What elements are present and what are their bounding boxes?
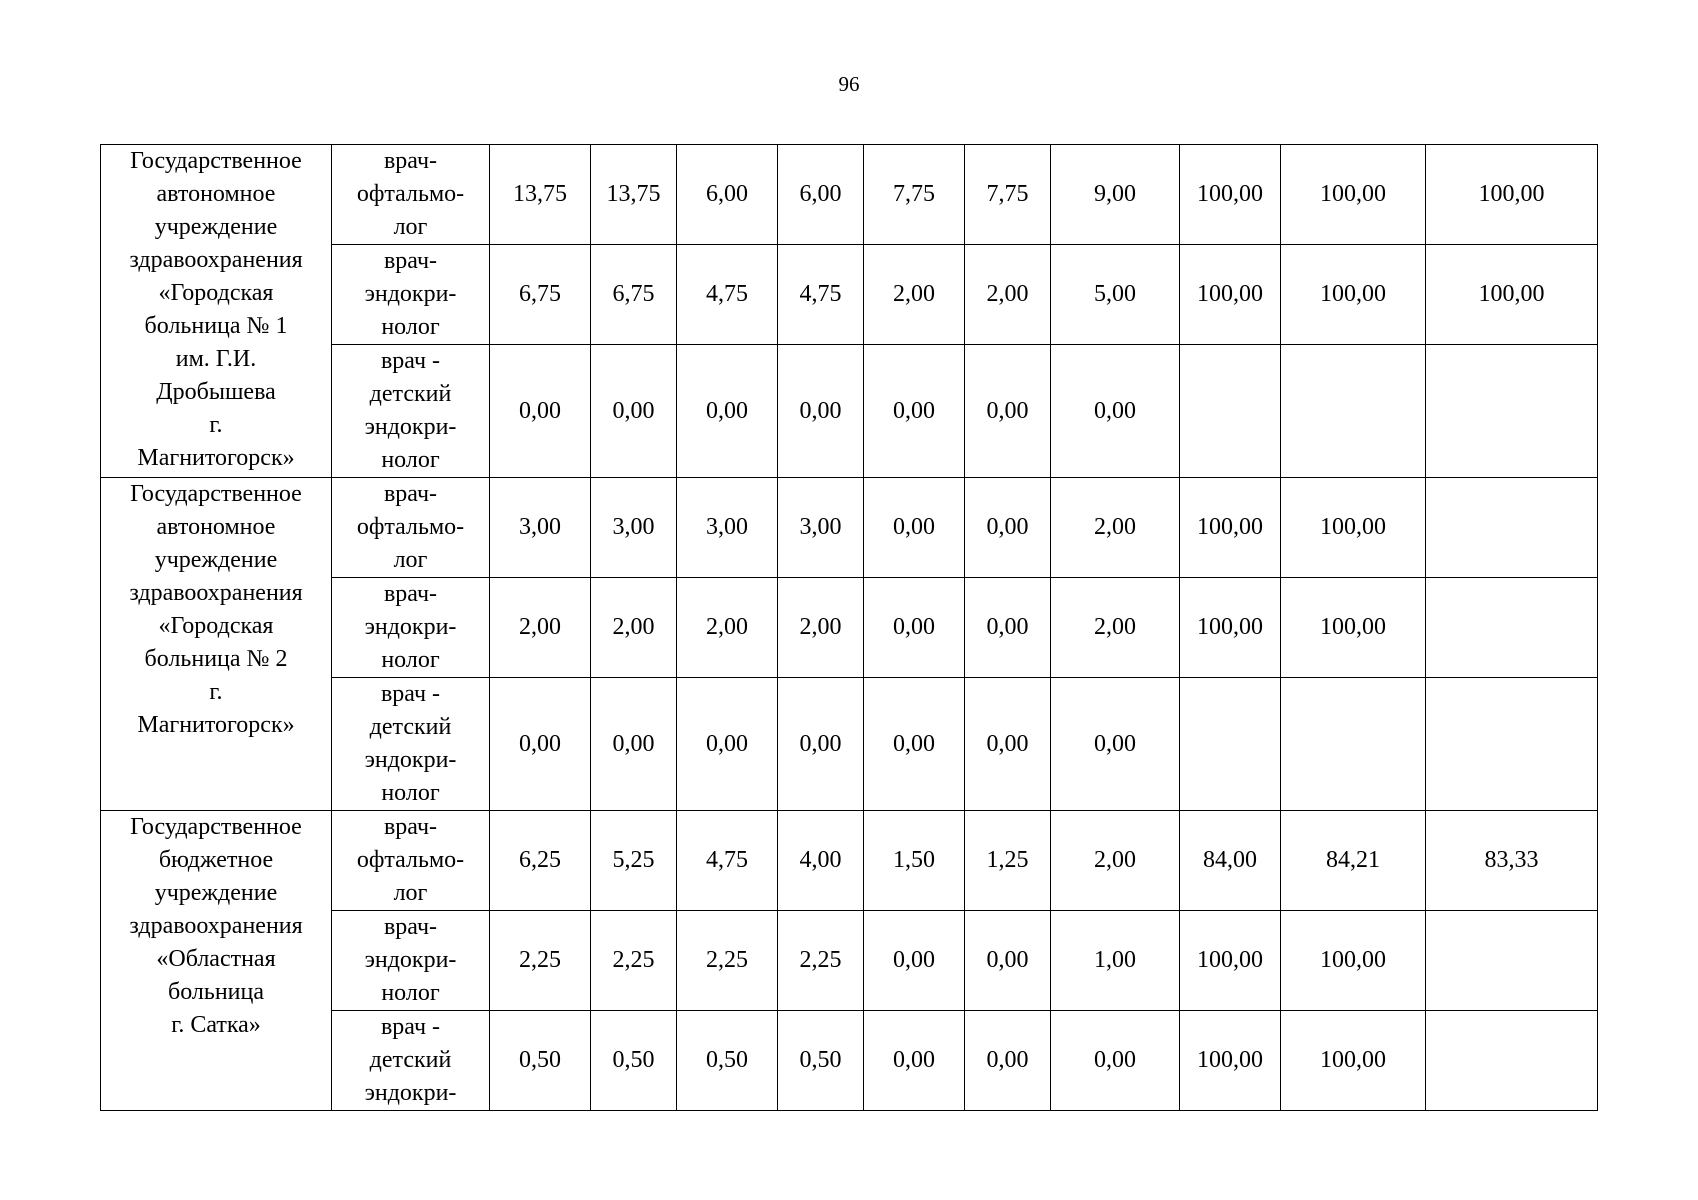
value-cell: 2,00: [778, 578, 864, 678]
organization-line: г.: [209, 679, 223, 705]
value-cell: 0,00: [591, 678, 677, 811]
value-cell: 2,00: [1051, 478, 1180, 578]
organization-line: «Городская: [158, 280, 274, 306]
value-cell: 0,00: [965, 1011, 1051, 1111]
value-cell: 84,21: [1281, 811, 1426, 911]
value-cell: 100,00: [1180, 245, 1281, 345]
value-cell: 9,00: [1051, 145, 1180, 245]
specialty-line: офтальмо-: [356, 514, 465, 540]
value-cell: 6,75: [490, 245, 591, 345]
organization-line: г.: [209, 412, 223, 438]
table-row: [101, 811, 1598, 911]
value-cell: 0,00: [1051, 345, 1180, 478]
organization-line: «Городская: [158, 613, 274, 639]
value-cell: 3,00: [778, 478, 864, 578]
value-cell: 0,00: [778, 345, 864, 478]
value-cell: 4,75: [677, 245, 778, 345]
value-cell: 100,00: [1180, 578, 1281, 678]
value-cell: 100,00: [1180, 911, 1281, 1011]
organization-line: им. Г.И.: [175, 346, 257, 372]
value-cell: 0,00: [965, 578, 1051, 678]
organization-line: автономное: [156, 514, 276, 540]
table-row: [101, 145, 1598, 245]
value-cell: 3,00: [677, 478, 778, 578]
value-cell: 3,00: [490, 478, 591, 578]
specialty-line: нолог: [381, 780, 440, 806]
value-cell: 0,00: [490, 345, 591, 478]
value-cell: 100,00: [1426, 245, 1598, 345]
value-cell: 0,00: [864, 578, 965, 678]
specialty-cell: [332, 678, 490, 811]
value-cell: 100,00: [1281, 578, 1426, 678]
specialty-line: эндокри-: [364, 947, 457, 973]
organization-line: больница: [168, 979, 264, 1005]
specialty-line: врач-: [383, 581, 438, 607]
organization-line: автономное: [156, 181, 276, 207]
value-cell: 6,00: [677, 145, 778, 245]
table-row: [101, 478, 1598, 578]
specialty-cell: [332, 1011, 490, 1111]
specialty-cell: [332, 245, 490, 345]
value-cell: 0,50: [490, 1011, 591, 1111]
value-cell: 4,00: [778, 811, 864, 911]
specialty-line: врач-: [383, 914, 438, 940]
value-cell: 0,00: [490, 678, 591, 811]
value-cell: [1180, 678, 1281, 811]
specialty-line: врач -: [380, 348, 441, 374]
value-cell: 2,25: [778, 911, 864, 1011]
value-cell: 0,00: [965, 911, 1051, 1011]
value-cell: 83,33: [1426, 811, 1598, 911]
value-cell: 2,00: [591, 578, 677, 678]
value-cell: 2,00: [1051, 811, 1180, 911]
value-cell: 0,00: [864, 1011, 965, 1111]
specialty-line: врач-: [383, 481, 438, 507]
organization-line: Магнитогорск»: [137, 445, 295, 471]
value-cell: 0,50: [677, 1011, 778, 1111]
value-cell: 4,75: [778, 245, 864, 345]
specialty-cell: [332, 345, 490, 478]
value-cell: 3,00: [591, 478, 677, 578]
value-cell: 100,00: [1281, 478, 1426, 578]
organization-line: бюджетное: [158, 847, 274, 873]
organization-line: Дробышева: [156, 379, 276, 405]
table-body: [101, 145, 1598, 1111]
organization-line: учреждение: [154, 547, 278, 573]
value-cell: 6,00: [778, 145, 864, 245]
value-cell: 100,00: [1281, 1011, 1426, 1111]
organization-line: больница № 1: [144, 313, 288, 339]
value-cell: 0,00: [864, 911, 965, 1011]
specialty-line: детский: [369, 381, 452, 407]
value-cell: 7,75: [965, 145, 1051, 245]
value-cell: 2,25: [591, 911, 677, 1011]
organization-line: здравоохранения: [129, 247, 303, 273]
organization-line: учреждение: [154, 214, 278, 240]
specialty-line: эндокри-: [364, 614, 457, 640]
organization-line: г. Сатка»: [171, 1012, 261, 1038]
value-cell: 0,00: [965, 345, 1051, 478]
specialty-line: нолог: [381, 980, 440, 1006]
value-cell: [1281, 345, 1426, 478]
organization-line: Государственное: [130, 148, 302, 174]
specialty-line: эндокри-: [364, 281, 457, 307]
value-cell: 0,00: [1051, 1011, 1180, 1111]
organization-cell: [101, 145, 332, 478]
organization-cell: [101, 478, 332, 811]
specialty-line: врач-: [383, 248, 438, 274]
value-cell: 1,50: [864, 811, 965, 911]
value-cell: 100,00: [1426, 145, 1598, 245]
value-cell: 2,00: [1051, 578, 1180, 678]
value-cell: [1281, 678, 1426, 811]
organization-line: «Областная: [156, 946, 276, 972]
value-cell: 5,00: [1051, 245, 1180, 345]
specialty-line: офтальмо-: [356, 847, 465, 873]
value-cell: 2,25: [490, 911, 591, 1011]
specialty-line: лог: [393, 547, 428, 573]
value-cell: 0,50: [591, 1011, 677, 1111]
value-cell: 0,00: [864, 678, 965, 811]
value-cell: 0,00: [864, 345, 965, 478]
specialty-cell: [332, 911, 490, 1011]
value-cell: 13,75: [591, 145, 677, 245]
specialty-line: лог: [393, 880, 428, 906]
value-cell: 100,00: [1180, 145, 1281, 245]
value-cell: 0,00: [778, 678, 864, 811]
organization-line: Государственное: [130, 814, 302, 840]
value-cell: 100,00: [1281, 245, 1426, 345]
specialty-cell: [332, 145, 490, 245]
organization-line: здравоохранения: [129, 913, 303, 939]
value-cell: [1426, 911, 1598, 1011]
specialty-line: эндокри-: [364, 747, 457, 773]
organization-cell: [101, 811, 332, 1111]
specialty-line: детский: [369, 1047, 452, 1073]
specialty-line: эндокри-: [364, 414, 457, 440]
value-cell: 5,25: [591, 811, 677, 911]
value-cell: 7,75: [864, 145, 965, 245]
value-cell: 13,75: [490, 145, 591, 245]
value-cell: 2,25: [677, 911, 778, 1011]
value-cell: 0,00: [965, 678, 1051, 811]
specialty-line: врач-: [383, 814, 438, 840]
specialty-line: нолог: [381, 647, 440, 673]
specialty-line: врач -: [380, 681, 441, 707]
staffing-table: [100, 144, 1598, 1111]
value-cell: 1,25: [965, 811, 1051, 911]
value-cell: 2,00: [490, 578, 591, 678]
value-cell: 2,00: [864, 245, 965, 345]
value-cell: 6,25: [490, 811, 591, 911]
organization-line: Магнитогорск»: [137, 712, 295, 738]
specialty-line: офтальмо-: [356, 181, 465, 207]
specialty-line: эндокри-: [364, 1080, 457, 1106]
value-cell: [1426, 345, 1598, 478]
specialty-line: нолог: [381, 447, 440, 473]
page-number: 96: [838, 72, 860, 96]
value-cell: 100,00: [1180, 1011, 1281, 1111]
value-cell: [1426, 1011, 1598, 1111]
specialty-line: врач -: [380, 1014, 441, 1040]
value-cell: 0,00: [965, 478, 1051, 578]
value-cell: 1,00: [1051, 911, 1180, 1011]
value-cell: 6,75: [591, 245, 677, 345]
value-cell: 0,00: [677, 345, 778, 478]
value-cell: [1180, 345, 1281, 478]
value-cell: [1426, 678, 1598, 811]
value-cell: 0,50: [778, 1011, 864, 1111]
value-cell: 0,00: [591, 345, 677, 478]
specialty-line: врач-: [383, 148, 438, 174]
value-cell: [1426, 478, 1598, 578]
specialty-cell: [332, 478, 490, 578]
value-cell: 2,00: [677, 578, 778, 678]
organization-line: больница № 2: [144, 646, 288, 672]
value-cell: 100,00: [1281, 911, 1426, 1011]
value-cell: 0,00: [864, 478, 965, 578]
specialty-line: нолог: [381, 314, 440, 340]
organization-line: здравоохранения: [129, 580, 303, 606]
value-cell: 4,75: [677, 811, 778, 911]
value-cell: 0,00: [677, 678, 778, 811]
value-cell: 0,00: [1051, 678, 1180, 811]
value-cell: 84,00: [1180, 811, 1281, 911]
value-cell: [1426, 578, 1598, 678]
value-cell: 100,00: [1281, 145, 1426, 245]
specialty-cell: [332, 811, 490, 911]
organization-line: учреждение: [154, 880, 278, 906]
specialty-cell: [332, 578, 490, 678]
specialty-line: детский: [369, 714, 452, 740]
organization-line: Государственное: [130, 481, 302, 507]
value-cell: 100,00: [1180, 478, 1281, 578]
specialty-line: лог: [393, 214, 428, 240]
value-cell: 2,00: [965, 245, 1051, 345]
